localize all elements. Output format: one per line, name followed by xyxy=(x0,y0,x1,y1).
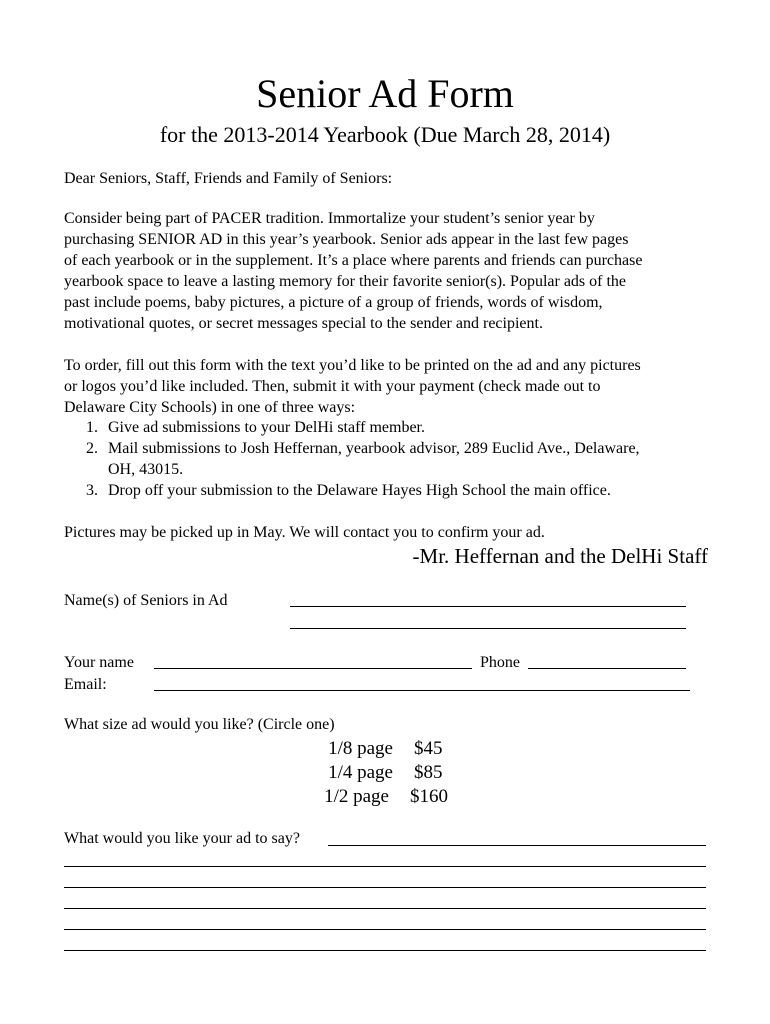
paragraph-line: motivational quotes, or secret messages special to the sender and recipient. xyxy=(64,315,543,332)
order-paragraph xyxy=(64,355,641,418)
ad-text-line[interactable] xyxy=(64,908,706,909)
page-subtitle: for the 2013-2014 Yearbook (Due March 28, 2014) xyxy=(159,122,611,147)
phone-line[interactable] xyxy=(528,668,686,669)
paragraph-line: purchasing SENIOR AD in this year’s yearbook. Senior ads appear in the last few pages xyxy=(64,231,629,248)
list-item: Mail submissions to Josh Heffernan, yearbook advisor, 289 Euclid Ave., Delaware, xyxy=(108,440,640,457)
size-question: What size ad would you like? (Circle one) xyxy=(64,716,335,733)
ad-text-line[interactable] xyxy=(328,845,706,846)
paragraph-line: Consider being part of PACER tradition. Immortalize your student’s senior year by xyxy=(64,210,595,227)
email-line[interactable] xyxy=(154,690,690,691)
size-label: 1/2 page xyxy=(324,786,389,807)
seniors-name-line-1[interactable] xyxy=(290,606,686,607)
seniors-name-line-2[interactable] xyxy=(290,628,686,629)
list-number: 2. xyxy=(86,440,98,457)
paragraph-line: yearbook space to leave a lasting memory for their favorite senior(s). Popular ads of the xyxy=(64,273,627,290)
ad-text-line[interactable] xyxy=(64,929,706,930)
list-item: Drop off your submission to the Delaware Hayes High School the main office. xyxy=(108,482,611,499)
size-price: $85 xyxy=(414,762,443,783)
size-label: 1/8 page xyxy=(328,738,393,759)
ad-text-question: What would you like your ad to say? xyxy=(64,830,300,847)
paragraph-line: or logos you’d like included. Then, submit it with your payment (check made out to xyxy=(64,378,601,395)
ad-text-line[interactable] xyxy=(64,866,706,867)
your-name-label: Your name xyxy=(64,654,134,671)
paragraph-line: Delaware City Schools) in one of three ways: xyxy=(64,399,356,416)
pickup-note: Pictures may be picked up in May. We will contact you to confirm your ad. xyxy=(64,524,545,541)
list-item-continued: OH, 43015. xyxy=(108,461,184,478)
phone-label: Phone xyxy=(480,654,520,671)
list-number: 3. xyxy=(86,482,98,499)
intro-paragraph xyxy=(64,208,642,334)
signature: -Mr. Heffernan and the DelHi Staff xyxy=(412,544,708,568)
size-price: $45 xyxy=(414,738,443,759)
salutation: Dear Seniors, Staff, Friends and Family of Seniors: xyxy=(64,170,393,187)
email-label: Email: xyxy=(64,676,107,693)
ad-text-line[interactable] xyxy=(64,950,706,951)
paragraph-line: of each yearbook or in the supplement. It’s a place where parents and friends can purchase xyxy=(64,252,643,269)
seniors-label: Name(s) of Seniors in Ad xyxy=(64,592,228,609)
page-title: Senior Ad Form xyxy=(256,71,514,116)
size-price: $160 xyxy=(410,786,448,807)
list-number: 1. xyxy=(86,419,98,436)
list-item: Give ad submissions to your DelHi staff member. xyxy=(108,419,425,436)
size-label: 1/4 page xyxy=(328,762,393,783)
paragraph-line: past include poems, baby pictures, a picture of a group of friends, words of wisdom, xyxy=(64,294,603,311)
your-name-line[interactable] xyxy=(154,668,472,669)
ad-text-line[interactable] xyxy=(64,887,706,888)
paragraph-line: To order, fill out this form with the text you’d like to be printed on the ad and any pictures xyxy=(64,357,641,374)
